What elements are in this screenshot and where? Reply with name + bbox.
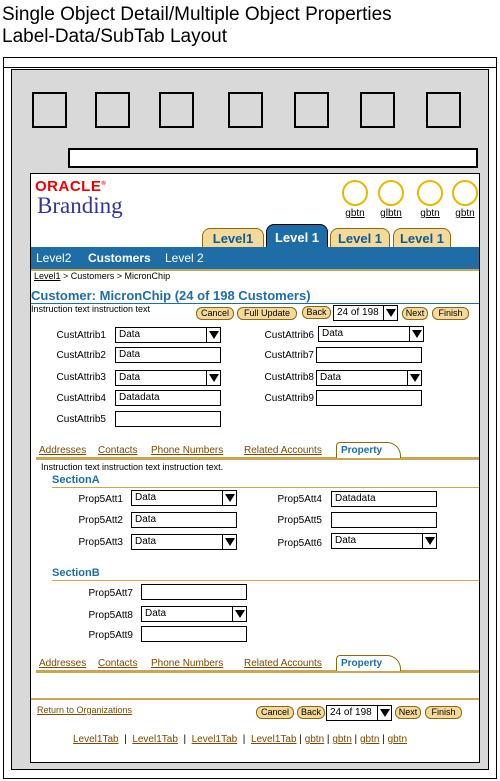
cust-attrib1-value: Data <box>119 329 141 340</box>
footer-link[interactable]: gbtn <box>332 734 352 745</box>
cust-attrib5-field[interactable] <box>115 411 221 427</box>
window-titlebar <box>4 58 496 68</box>
section-b-title: SectionB <box>52 567 100 579</box>
toolbar-button-3[interactable] <box>159 92 194 128</box>
tab-level1-4[interactable]: Level 1 <box>393 228 451 248</box>
page-title-line-1: Single Object Detail/Multiple Object Properties <box>2 4 392 25</box>
global-button-icon <box>342 180 368 206</box>
subtab-phone-numbers[interactable]: Phone Numbers <box>151 658 224 669</box>
instruction-text: Instruction text instruction text <box>31 304 151 314</box>
prop5att3-label: Prop5Att3 <box>78 537 123 548</box>
prop5att8-select[interactable] <box>141 606 247 622</box>
level2-item-1[interactable]: Level2 <box>36 251 72 265</box>
subtab-contacts[interactable]: Contacts <box>98 658 138 669</box>
cust-attrib4-field[interactable]: Datadata <box>115 390 221 406</box>
tab-level1-3[interactable]: Level 1 <box>330 228 390 248</box>
next-button[interactable]: Next <box>402 307 428 320</box>
footer-links: Level1Tab | Level1Tab | Level1Tab | Level1Tab | gbtn | gbtn | gbtn | gbtn <box>73 734 408 745</box>
subtab-phone-numbers[interactable]: Phone Numbers <box>151 445 224 456</box>
footer-record-select-value: 24 of 198 <box>330 707 372 718</box>
subtab-bar-top <box>36 442 479 460</box>
level2-bar <box>31 247 479 269</box>
footer-finish-button[interactable]: Finish <box>425 706 462 719</box>
cust-attrib8-value: Data <box>320 372 342 383</box>
global-button-icon <box>452 180 478 206</box>
chevron-down-icon[interactable] <box>409 327 423 341</box>
subtab-related-accounts[interactable]: Related Accounts <box>244 445 322 456</box>
footer-link[interactable]: Level1Tab <box>73 734 119 745</box>
cust-attrib8-label: CustAttrib8 <box>264 372 314 383</box>
subtab-contacts[interactable]: Contacts <box>98 445 138 456</box>
toolbar-button-6[interactable] <box>360 92 395 128</box>
cust-attrib7-label: CustAttrib7 <box>264 350 314 361</box>
toolbar-button-4[interactable] <box>228 92 263 128</box>
footer-link[interactable]: gbtn <box>304 734 325 745</box>
breadcrumb <box>34 271 170 281</box>
prop5att2-label: Prop5Att2 <box>78 515 123 526</box>
cust-attrib2-field[interactable]: Data <box>115 347 221 363</box>
footer-link[interactable]: gbtn <box>387 734 408 745</box>
toolbar-button-5[interactable] <box>294 92 329 128</box>
chevron-down-icon[interactable] <box>206 371 220 385</box>
footer-next-button[interactable]: Next <box>395 706 421 719</box>
toolbar-button-2[interactable] <box>95 92 130 128</box>
record-select-value: 24 of 198 <box>337 307 379 318</box>
footer-cancel-button[interactable]: Cancel <box>256 706 294 719</box>
footer-record-select[interactable] <box>326 705 392 721</box>
record-select[interactable] <box>333 305 398 321</box>
oracle-logo-text: ORACLE <box>35 178 102 195</box>
prop5att7-label: Prop5Att7 <box>88 588 133 599</box>
cust-attrib6-label: CustAttrib6 <box>264 330 314 341</box>
app-branding: Branding <box>37 193 123 218</box>
prop5att7-field[interactable] <box>141 584 247 600</box>
prop5att4-label: Prop5Att4 <box>277 494 322 505</box>
cust-attrib3-select[interactable] <box>115 370 221 386</box>
footer-link[interactable]: Level1Tab <box>250 734 297 745</box>
footer-link[interactable]: gbtn <box>359 734 380 745</box>
subtab-property[interactable]: Property <box>336 655 401 671</box>
cust-attrib7-field[interactable] <box>316 347 422 363</box>
global-button-4[interactable] <box>452 180 478 219</box>
full-update-button[interactable]: Full Update <box>237 307 297 320</box>
prop5att6-label: Prop5Att6 <box>277 538 322 549</box>
subtab-related-accounts[interactable]: Related Accounts <box>244 658 322 669</box>
prop5att5-label: Prop5Att5 <box>277 515 322 526</box>
prop5att9-label: Prop5Att9 <box>88 630 133 641</box>
breadcrumb-rest: > Customers > MicronChip <box>60 271 171 281</box>
subtab-addresses[interactable]: Addresses <box>39 658 87 669</box>
subtab-addresses[interactable]: Addresses <box>39 445 87 456</box>
prop5att3-value: Data <box>135 536 157 547</box>
return-to-organizations-link[interactable]: Return to Organizations <box>37 705 133 715</box>
prop5att5-field[interactable] <box>331 512 437 528</box>
section-a-rule <box>52 487 479 488</box>
cust-attrib2-label: CustAttrib2 <box>56 350 106 361</box>
footer-rule <box>31 698 479 700</box>
prop5att1-label: Prop5Att1 <box>78 494 123 505</box>
cust-attrib6-select[interactable] <box>318 326 424 342</box>
global-button-label[interactable]: glbtn <box>380 208 402 219</box>
section-b-rule <box>52 580 479 581</box>
level2-item-3[interactable]: Level 2 <box>165 251 204 265</box>
global-button-2[interactable] <box>378 180 404 219</box>
chevron-down-icon[interactable] <box>377 706 391 720</box>
tab-level1-2[interactable]: Level 1 <box>266 224 328 248</box>
prop5att2-field[interactable]: Data <box>131 512 237 528</box>
page-title <box>2 4 392 48</box>
prop5att3-select[interactable] <box>131 534 237 550</box>
global-button-label[interactable]: gbtn <box>420 208 440 219</box>
subtab-property[interactable]: Property <box>336 442 401 458</box>
footer-link[interactable]: Level1Tab <box>132 734 178 745</box>
prop5att1-value: Data <box>135 492 157 503</box>
chevron-down-icon[interactable] <box>222 491 236 505</box>
cust-attrib3-value: Data <box>119 372 141 383</box>
chevron-down-icon[interactable] <box>222 535 236 549</box>
oracle-logo: ORACLE® <box>35 178 107 195</box>
footer-link[interactable]: Level1Tab <box>191 734 238 745</box>
prop5att8-value: Data <box>145 608 167 619</box>
chevron-down-icon[interactable] <box>422 534 436 548</box>
breadcrumb-link[interactable]: Level1 <box>34 271 61 281</box>
chevron-down-icon[interactable] <box>407 371 421 385</box>
chevron-down-icon[interactable] <box>383 306 397 320</box>
prop5att4-field[interactable]: Datadata <box>331 491 437 507</box>
global-button-icon <box>378 180 404 206</box>
prop5att1-select[interactable] <box>131 490 237 506</box>
cust-attrib8-select[interactable] <box>316 370 422 386</box>
page-content <box>30 173 480 763</box>
prop5att6-value: Data <box>335 535 357 546</box>
cust-attrib5-label: CustAttrib5 <box>56 414 106 425</box>
finish-button[interactable]: Finish <box>432 307 469 320</box>
page-heading: Customer: MicronChip (24 of 198 Customers) <box>31 288 311 303</box>
chevron-down-icon[interactable] <box>206 328 220 342</box>
back-button[interactable]: Back <box>302 306 331 319</box>
chevron-down-icon[interactable] <box>232 607 246 621</box>
cust-attrib4-label: CustAttrib4 <box>56 393 106 404</box>
instruction-text-long: Instruction text instruction text instruction text. <box>41 462 224 472</box>
cust-attrib9-label: CustAttrib9 <box>264 393 314 404</box>
global-button-label[interactable]: gbtn <box>345 208 365 219</box>
level2-item-customers[interactable]: Customers <box>88 251 151 265</box>
prop5att9-field[interactable] <box>141 626 247 642</box>
subtab-bar-bottom <box>36 655 479 673</box>
section-a-title: SectionA <box>52 474 100 486</box>
page-title-line-2: Label-Data/SubTab Layout <box>2 26 227 47</box>
toolbar-button-7[interactable] <box>426 92 461 128</box>
cust-attrib1-select[interactable] <box>115 327 221 343</box>
cust-attrib9-field[interactable] <box>316 390 422 406</box>
global-button-label[interactable]: gbtn <box>455 208 475 219</box>
prop5att6-select[interactable] <box>331 533 437 549</box>
global-button-icon <box>417 180 443 206</box>
cust-attrib6-value: Data <box>322 328 344 339</box>
cust-attrib3-label: CustAttrib3 <box>56 372 106 383</box>
global-button-3[interactable] <box>417 180 443 219</box>
cancel-button[interactable]: Cancel <box>196 307 234 320</box>
address-bar[interactable] <box>68 148 478 168</box>
prop5att8-label: Prop5Att8 <box>88 610 133 621</box>
cust-attrib1-label: CustAttrib1 <box>56 330 106 341</box>
tab-level1-1[interactable]: Level1 <box>202 228 264 248</box>
global-button-1[interactable] <box>342 180 368 219</box>
footer-back-button[interactable]: Back <box>297 706 325 719</box>
toolbar-button-1[interactable] <box>32 92 67 128</box>
